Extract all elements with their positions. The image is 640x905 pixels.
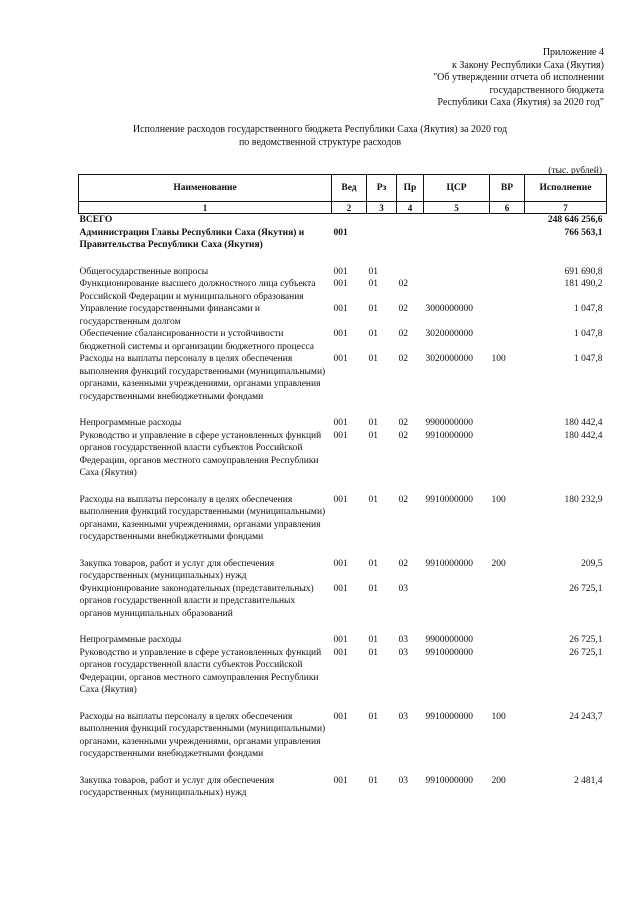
- row-ved: 001: [333, 279, 348, 289]
- row-pr: 02: [398, 279, 408, 289]
- table-row: [79, 480, 607, 544]
- row-amount: 26 725,1: [569, 583, 603, 594]
- row-rz: 01: [368, 329, 378, 339]
- appendix-block: [364, 47, 604, 110]
- row-csr: 9910000000: [425, 558, 473, 569]
- row-csr: [424, 583, 490, 621]
- row-rz: 01: [368, 635, 378, 645]
- row-pr: 03: [398, 775, 408, 786]
- table-row: [79, 583, 607, 621]
- row-name: Функционирование высшего должностного лица субъекта Российской Федерации и муниципального образования: [79, 279, 316, 302]
- row-ved: 001: [333, 775, 348, 786]
- row-csr: 3020000000: [425, 329, 473, 339]
- table-row: [79, 620, 607, 647]
- row-rz: 01: [368, 494, 378, 505]
- row-amount: 1 047,8: [574, 304, 603, 314]
- row-name: Управление государственными финансами и государственным долгом: [79, 304, 260, 327]
- row-name: Обеспечение сбалансированности и устойчивости бюджетной системы и организации бюджетного процесса: [79, 329, 314, 352]
- table-row: [79, 697, 607, 761]
- row-pr: 03: [398, 647, 408, 658]
- row-ved: 001: [333, 430, 348, 441]
- row-ved: [332, 214, 367, 227]
- row-ved: 001: [333, 647, 348, 658]
- column-number: 6: [490, 202, 525, 214]
- row-pr: 02: [398, 558, 408, 569]
- table-row: [79, 328, 607, 353]
- row-ved: 001: [333, 354, 348, 364]
- row-name: Руководство и управление в сфере установленных функций органов государственной власти субъектов Российской Федерации, органов местного самоуправления Республики Саха (Якутия): [79, 430, 322, 478]
- row-vr: [490, 303, 525, 328]
- row-amount: 209,5: [581, 558, 603, 569]
- table-row: [79, 303, 607, 328]
- row-amount: 180 442,4: [564, 430, 603, 441]
- row-csr: 3020000000: [425, 354, 473, 364]
- table-row: [79, 214, 607, 227]
- row-ved: 001: [333, 583, 348, 594]
- appendix-line: к Закону Республики Саха (Якутия): [452, 59, 604, 71]
- column-number: 4: [397, 202, 424, 214]
- header-pr: Пр: [397, 175, 424, 202]
- table-row: [79, 403, 607, 430]
- row-rz: 01: [368, 711, 378, 722]
- row-pr: 03: [398, 711, 408, 722]
- row-csr: 9910000000: [425, 775, 473, 786]
- row-rz: 01: [368, 354, 378, 364]
- row-vr: [490, 583, 525, 621]
- table-row: [79, 227, 607, 252]
- row-amount: 180 232,9: [564, 494, 603, 505]
- row-pr: 03: [398, 635, 408, 645]
- title-line: по ведомственной структуре расходов: [238, 136, 402, 148]
- row-pr: 02: [398, 329, 408, 339]
- row-rz: 01: [368, 558, 378, 569]
- header-rz: Рз: [367, 175, 397, 202]
- row-name: Общегосударственные вопросы: [79, 266, 209, 277]
- row-ved: 001: [333, 418, 348, 428]
- row-name: Функционирование законодательных (представительных) органов государственной власти и представительных органов муниципальных образований: [79, 583, 314, 619]
- row-pr: 02: [398, 494, 408, 505]
- title-line: Исполнение расходов государственного бюджета Республики Саха (Якутия) за 2020 год: [132, 124, 508, 135]
- column-number: 1: [79, 202, 332, 214]
- row-vr: 200: [491, 775, 506, 786]
- appendix-line: государственного бюджета: [489, 84, 604, 96]
- table-body: [79, 214, 607, 800]
- row-vr: [490, 214, 525, 227]
- header-amount: Исполнение: [525, 175, 607, 202]
- header-ved: Вед: [332, 175, 367, 202]
- row-csr: 9910000000: [425, 647, 473, 658]
- row-pr: [397, 214, 424, 227]
- row-name: Расходы на выплаты персоналу в целях обеспечения выполнения функций государственными (муниципальными) органами, казенными учреждениями, органами управления государственными внебюджетными фондами: [79, 354, 326, 402]
- row-ved: 001: [333, 304, 348, 314]
- row-pr: [397, 252, 424, 279]
- table-row: [79, 353, 607, 403]
- units-label: (тыс. рублей): [548, 166, 602, 176]
- row-name: ВСЕГО: [79, 215, 113, 225]
- row-csr: [424, 252, 490, 279]
- row-amount: 1 047,8: [574, 354, 603, 364]
- row-ved: 001: [333, 558, 348, 569]
- appendix-line: Приложение 4: [542, 47, 604, 58]
- table-row: [79, 544, 607, 583]
- row-amount: 691 690,8: [564, 266, 603, 277]
- column-number: 3: [367, 202, 397, 214]
- row-vr: [490, 647, 525, 697]
- row-rz: [367, 214, 397, 227]
- row-name: Руководство и управление в сфере установленных функций органов государственной власти субъектов Российской Федерации, органов местного самоуправления Республики Саха (Якутия): [79, 647, 322, 695]
- column-number: 5: [424, 202, 490, 214]
- row-vr: 200: [491, 558, 506, 569]
- row-amount: 248 646 256,6: [547, 215, 603, 225]
- row-vr: 100: [491, 354, 506, 364]
- row-name: Расходы на выплаты персоналу в целях обеспечения выполнения функций государственными (муниципальными) органами, казенными учреждениями, органами управления государственными внебюджетными фондами: [79, 494, 326, 542]
- row-vr: [490, 403, 525, 430]
- row-pr: 03: [398, 583, 408, 594]
- row-amount: 26 725,1: [569, 635, 603, 645]
- appendix-line: "Об утверждении отчета об исполнении: [433, 72, 604, 83]
- row-name: Расходы на выплаты персоналу в целях обеспечения выполнения функций государственными (муниципальными) органами, казенными учреждениями, органами управления государственными внебюджетными фондами: [79, 711, 326, 759]
- row-csr: [424, 278, 490, 303]
- row-vr: [490, 252, 525, 279]
- row-amount: 1 047,8: [574, 329, 603, 339]
- row-name: Закупка товаров, работ и услуг для обеспечения государственных (муниципальных) нужд: [79, 775, 275, 798]
- row-rz: 01: [368, 647, 378, 658]
- row-vr: [490, 278, 525, 303]
- row-ved: 001: [333, 227, 348, 238]
- table-row: [79, 252, 607, 279]
- row-rz: 01: [368, 583, 378, 594]
- row-vr: [490, 227, 525, 252]
- row-amount: 180 442,4: [564, 418, 603, 428]
- row-csr: 9900000000: [425, 418, 473, 428]
- row-pr: 02: [398, 418, 408, 428]
- appendix-line: Республики Саха (Якутия) за 2020 год": [437, 97, 604, 108]
- row-csr: 9910000000: [425, 494, 473, 505]
- row-ved: 001: [333, 266, 348, 277]
- table-row: [79, 430, 607, 480]
- row-name: Непрограммные расходы: [79, 635, 182, 645]
- header-csr: ЦСР: [424, 175, 490, 202]
- row-csr: 9910000000: [425, 711, 473, 722]
- row-name: Администрация Главы Республики Саха (Якутия) и Правительства Республики Саха (Якутия): [79, 227, 305, 250]
- row-ved: 001: [333, 635, 348, 645]
- row-ved: 001: [333, 329, 348, 339]
- table-row: [79, 647, 607, 697]
- row-pr: [397, 227, 424, 252]
- row-amount: 766 563,1: [564, 227, 603, 238]
- row-rz: [367, 227, 397, 252]
- row-name: Закупка товаров, работ и услуг для обеспечения государственных (муниципальных) нужд: [79, 558, 275, 581]
- row-pr: 02: [398, 304, 408, 314]
- row-amount: 26 725,1: [569, 647, 603, 658]
- table-row: [79, 278, 607, 303]
- column-number: 7: [525, 202, 607, 214]
- row-vr: [490, 620, 525, 647]
- table-row: [79, 761, 607, 800]
- row-pr: 02: [398, 354, 408, 364]
- row-rz: 01: [368, 430, 378, 441]
- row-rz: 01: [368, 775, 378, 786]
- header-vr: ВР: [490, 175, 525, 202]
- row-rz: 01: [368, 266, 378, 277]
- row-vr: 100: [491, 494, 506, 505]
- row-csr: 9910000000: [425, 430, 473, 441]
- row-csr: [424, 214, 490, 227]
- row-amount: 2 481,4: [574, 775, 603, 786]
- row-ved: 001: [333, 711, 348, 722]
- row-csr: 9900000000: [425, 635, 473, 645]
- row-rz: 01: [368, 418, 378, 428]
- row-pr: 02: [398, 430, 408, 441]
- row-csr: 3000000000: [425, 304, 473, 314]
- table-header: [79, 175, 607, 214]
- document-title: [0, 124, 640, 149]
- row-amount: 181 490,2: [564, 279, 603, 289]
- row-vr: 100: [491, 711, 506, 722]
- expenditure-table: [78, 174, 607, 800]
- row-ved: 001: [333, 494, 348, 505]
- row-amount: 24 243,7: [569, 711, 603, 722]
- row-vr: [490, 430, 525, 480]
- row-name: Непрограммные расходы: [79, 418, 182, 428]
- header-name: Наименование: [79, 175, 332, 202]
- row-rz: 01: [368, 304, 378, 314]
- row-vr: [490, 328, 525, 353]
- row-csr: [424, 227, 490, 252]
- row-rz: 01: [368, 279, 378, 289]
- column-number: 2: [332, 202, 367, 214]
